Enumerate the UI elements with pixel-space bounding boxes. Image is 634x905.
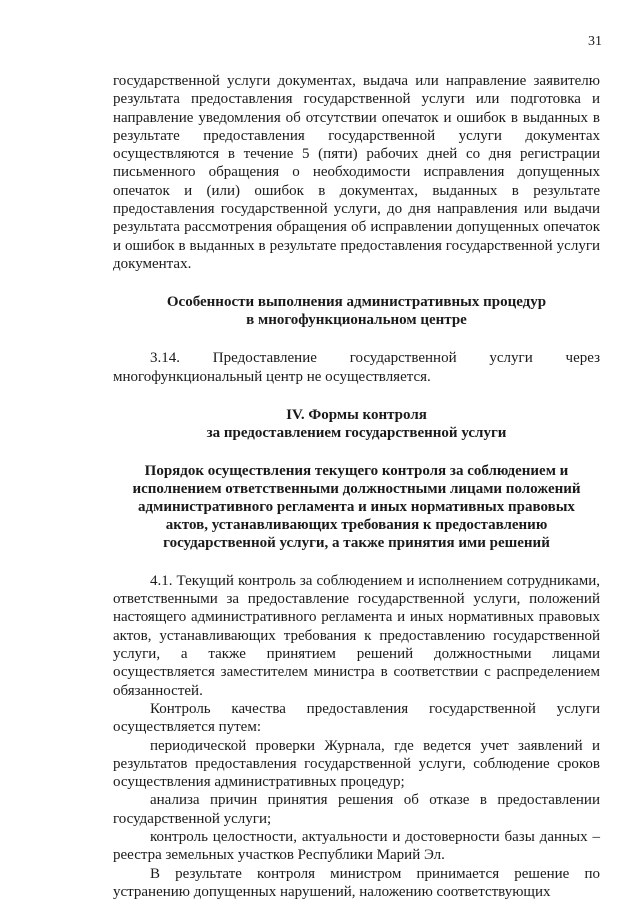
paragraph-continuation: государственной услуги документах, выдача или направление заявителю результата предоставления государственной услуги или подготовка и направление уведомления об отсутствии опечаток и ошибок в выданных в результате предоставления государственной услуги документах осуществляются в течение 5 (пяти) рабочих дней со дня регистрации письменного обращения о необходимости исправления допущенных опечаток и (или) ошибок в документах, выданных в результате предоставления государственной услуги, до дня направления или выдачи результата рассмотрения обращения об исправлении допущенных опечаток и ошибок в выданных в результате предоставления государственной услуги документах.: [113, 73, 600, 272]
page-number: 31: [588, 34, 602, 49]
heading-mfc-line1: Особенности выполнения административных процедур: [166, 294, 547, 311]
paragraph-control-result: В результате контроля министром принимается решение по устранению допущенных нарушений, наложению соответствующих: [113, 865, 600, 900]
paragraph-quality-control: Контроль качества предоставления государственной услуги осуществляется путем:: [113, 700, 600, 736]
heading-mfc-line2: в многофункциональном центре: [246, 312, 467, 329]
paragraph-refusal-analysis: анализа причин принятия решения об отказе в предоставлении государственной услуги;: [113, 792, 600, 827]
paragraph-database-integrity: контроль целостности, актуальности и достоверности базы данных – реестра земельных участков Республики Марий Эл.: [113, 829, 600, 864]
heading-current-control-line2: исполнением ответственными должностными лицами положений: [132, 480, 581, 497]
heading-current-control-line5: государственной услуги, а также принятия ими решений: [163, 534, 550, 551]
document-body: [113, 72, 600, 901]
heading-section-4-line1: IV. Формы контроля: [286, 406, 427, 423]
paragraph-periodic-check: периодической проверки Журнала, где ведется учет заявлений и результатов предоставления государственной услуги, соблюдение сроков осуществления административных процедур;: [113, 737, 600, 791]
paragraph-3-14: 3.14. Предоставление государственной услуги через многофункциональный центр не осуществляется.: [113, 350, 600, 385]
heading-current-control: [113, 462, 600, 552]
heading-current-control-line4: актов, устанавливающих требования к предоставлению: [165, 516, 548, 533]
heading-current-control-line1: Порядок осуществления текущего контроля за соблюдением и: [144, 462, 569, 479]
paragraph-4-1: 4.1. Текущий контроль за соблюдением и исполнением сотрудниками, ответственными за предоставление государственной услуги, положений настоящего административного регламента и иных нормативных правовых актов, устанавливающих требования к предоставлению государственной услуги, а также принятием решений должностными лицами осуществляется заместителем министра в соответствии с распределением обязанностей.: [113, 572, 600, 699]
heading-section-4-line2: за предоставлением государственной услуги: [206, 424, 507, 441]
heading-mfc: [113, 293, 600, 329]
heading-section-4: [113, 406, 600, 442]
heading-current-control-line3: административного регламента и иных нормативных правовых: [138, 498, 575, 515]
